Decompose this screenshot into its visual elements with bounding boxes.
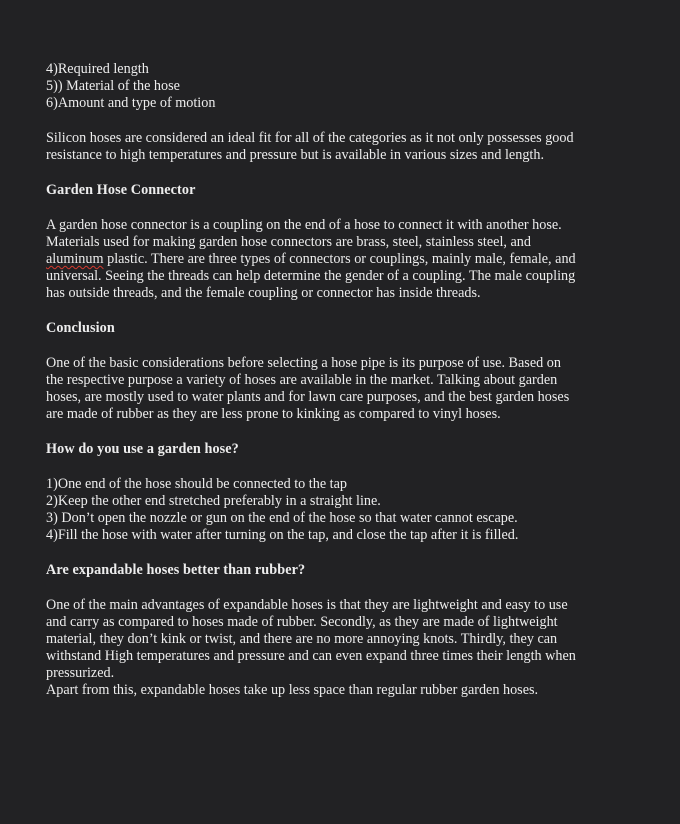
misspelled-word[interactable]: aluminum [46, 251, 104, 267]
list-item: 4)Fill the hose with water after turning on the tap, and close the tap after it is filled. [46, 527, 519, 543]
document-page [46, 61, 618, 699]
paragraph-line: A garden hose connector is a coupling on the end of a hose to connect it with another hose. [46, 217, 562, 233]
paragraph-line: the respective purpose a variety of hoses are available in the market. Talking about garden [46, 372, 558, 388]
list-item: 2)Keep the other end stretched preferably in a straight line. [46, 493, 381, 509]
expandable-heading: Are expandable hoses better than rubber? [46, 562, 306, 578]
spacer [46, 423, 618, 441]
spacer [46, 164, 618, 182]
conclusion-paragraph [46, 355, 618, 423]
paragraph-line: Silicon hoses are considered an ideal fit for all of the categories as it not only possesses good [46, 130, 574, 146]
spacer [46, 199, 618, 217]
list-item: 3) Don’t open the nozzle or gun on the end of the hose so that water cannot escape. [46, 510, 518, 526]
list-item: 6)Amount and type of motion [46, 95, 216, 111]
conclusion-heading: Conclusion [46, 320, 115, 336]
spacer [46, 579, 618, 597]
list-item: 5)) Material of the hose [46, 78, 180, 94]
paragraph-line: withstand High temperatures and pressure and can even expand three times their length when [46, 648, 576, 664]
spacer [46, 337, 618, 355]
paragraph-line: Apart from this, expandable hoses take up less space than regular rubber garden hoses. [46, 682, 539, 698]
paragraph-line: has outside threads, and the female coupling or connector has inside threads. [46, 285, 481, 301]
how-to-steps [46, 476, 618, 544]
paragraph-line: One of the main advantages of expandable hoses is that they are lightweight and easy to use [46, 597, 568, 613]
paragraph-line: pressurized. [46, 665, 115, 681]
paragraph-line: and carry as compared to hoses made of rubber. Secondly, as they are made of lightweight [46, 614, 558, 630]
spacer [46, 302, 618, 320]
list-item: 1)One end of the hose should be connected to the tap [46, 476, 347, 492]
spacer [46, 458, 618, 476]
paragraph-line: resistance to high temperatures and pressure but is available in various sizes and length. [46, 147, 544, 163]
paragraph-line [46, 251, 618, 268]
top-list [46, 61, 618, 112]
paragraph-line: are made of rubber as they are less prone to kinking as compared to vinyl hoses. [46, 406, 501, 422]
paragraph-line: hoses, are mostly used to water plants and for lawn care purposes, and the best garden hoses [46, 389, 570, 405]
paragraph-line: material, they don’t kink or twist, and there are no more annoying knots. Thirdly, they can [46, 631, 558, 647]
spacer [46, 544, 618, 562]
paragraph-line: Materials used for making garden hose connectors are brass, steel, stainless steel, and [46, 234, 531, 250]
paragraph-line: universal. Seeing the threads can help determine the gender of a coupling. The male coupling [46, 268, 576, 284]
paragraph-line: One of the basic considerations before selecting a hose pipe is its purpose of use. Based on [46, 355, 561, 371]
spacer [46, 112, 618, 130]
connector-paragraph [46, 217, 618, 302]
how-to-heading: How do you use a garden hose? [46, 441, 239, 457]
expandable-paragraph [46, 597, 618, 699]
connector-heading: Garden Hose Connector [46, 182, 196, 198]
paragraph-line-text: plastic. There are three types of connectors or couplings, mainly male, female, and [103, 251, 576, 267]
silicon-paragraph [46, 130, 618, 164]
list-item: 4)Required length [46, 61, 149, 77]
